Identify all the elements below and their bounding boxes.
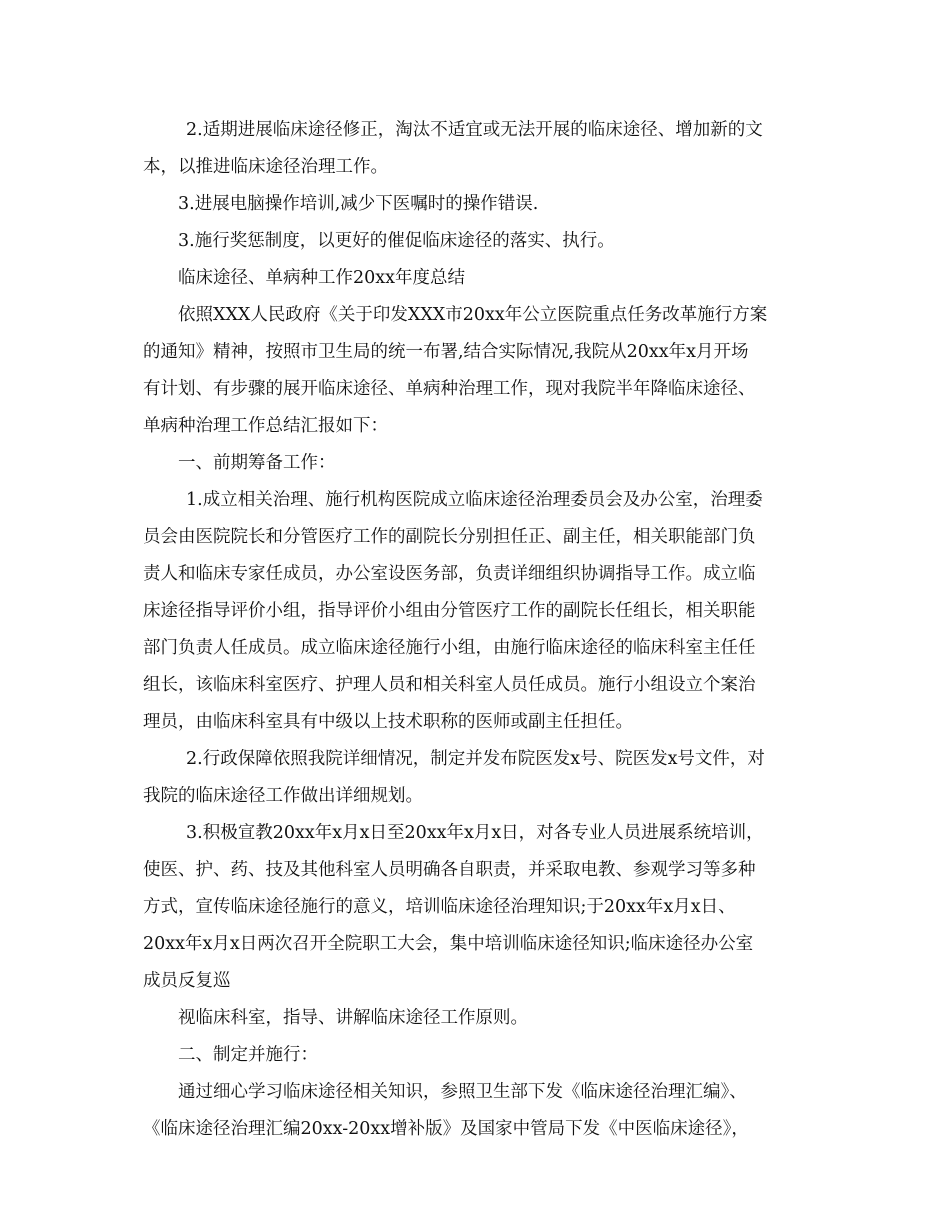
heading-preparation: 一、前期筹备工作： [178,453,336,473]
paragraph-line-7: 的通知》精神，按照市卫生局的统一布署,结合实际情况,我院从20xx年x月开场 [143,342,749,362]
section-title: 临床途径、单病种工作20xx年度总结 [178,268,466,288]
paragraph-line-23: 20xx年x月x日两次召开全院职工大会，集中培训临床途径知识;临床途径办公室 [143,934,754,954]
paragraph-line-1: 2.适期进展临床途径修正，淘汰不适宜或无法开展的临床途径、增加新的文 [186,120,763,140]
paragraph-line-20: 3.积极宣教20xx年x月x日至20xx年x月x日，对各专业人员进展系统培训， [186,823,764,843]
paragraph-line-22: 方式，宣传临床途径施行的意义，培训临床途径治理知识;于20xx年x月x日、 [143,897,736,917]
paragraph-line-11: 1.成立相关治理、施行机构医院成立临床途径治理委员会及办公室，治理委 [186,490,763,510]
paragraph-line-24: 成员反复巡 [143,971,231,991]
paragraph-line-12: 员会由医院院长和分管医疗工作的副院长分别担任正、副主任，相关职能部门负 [143,527,756,547]
paragraph-line-8: 有计划、有步骤的展开临床途径、单病种治理工作，现对我院半年降临床途径、 [143,379,756,399]
paragraph-line-9: 单病种治理工作总结汇报如下： [143,416,388,436]
paragraph-line-15: 部门负责人任成员。成立临床途径施行小组，由施行临床途径的临床科室主任任 [143,638,756,658]
heading-implementation: 二、制定并施行： [178,1045,318,1065]
paragraph-line-3: 3.进展电脑操作培训,减少下医嘱时的操作错误. [178,194,539,214]
paragraph-line-27: 通过细心学习临床途径相关知识，参照卫生部下发《临床途径治理汇编》、 [178,1082,747,1102]
paragraph-line-17: 理员，由临床科室具有中级以上技术职称的医师或副主任担任。 [143,712,633,732]
paragraph-line-4: 3.施行奖惩制度，以更好的催促临床途径的落实、执行。 [178,231,615,251]
paragraph-line-14: 床途径指导评价小组，指导评价小组由分管医疗工作的副院长任组长，相关职能 [143,601,756,621]
paragraph-line-6: 依照XXX人民政府《关于印发XXX市20xx年公立医院重点任务改革施行方案 [178,305,768,325]
paragraph-line-28: 《临床途径治理汇编20xx-20xx增补版》及国家中管局下发《中医临床途径》， [143,1119,749,1139]
paragraph-line-19: 我院的临床途径工作做出详细规划。 [143,786,423,806]
paragraph-line-16: 组长，该临床科室医疗、护理人员和相关科室人员任成员。施行小组设立个案治 [143,675,756,695]
paragraph-line-25: 视临床科室，指导、讲解临床途径工作原则。 [178,1008,528,1028]
paragraph-line-13: 责人和临床专家任成员，办公室设医务部，负责详细组织协调指导工作。成立临 [143,564,756,584]
paragraph-line-2: 本，以推进临床途径治理工作。 [143,157,388,177]
paragraph-line-21: 使医、护、药、技及其他科室人员明确各自职责，并采取电教、参观学习等多种 [143,860,756,880]
paragraph-line-18: 2.行政保障依照我院详细情况，制定并发布院医发x号、院医发x号文件，对 [186,749,765,769]
